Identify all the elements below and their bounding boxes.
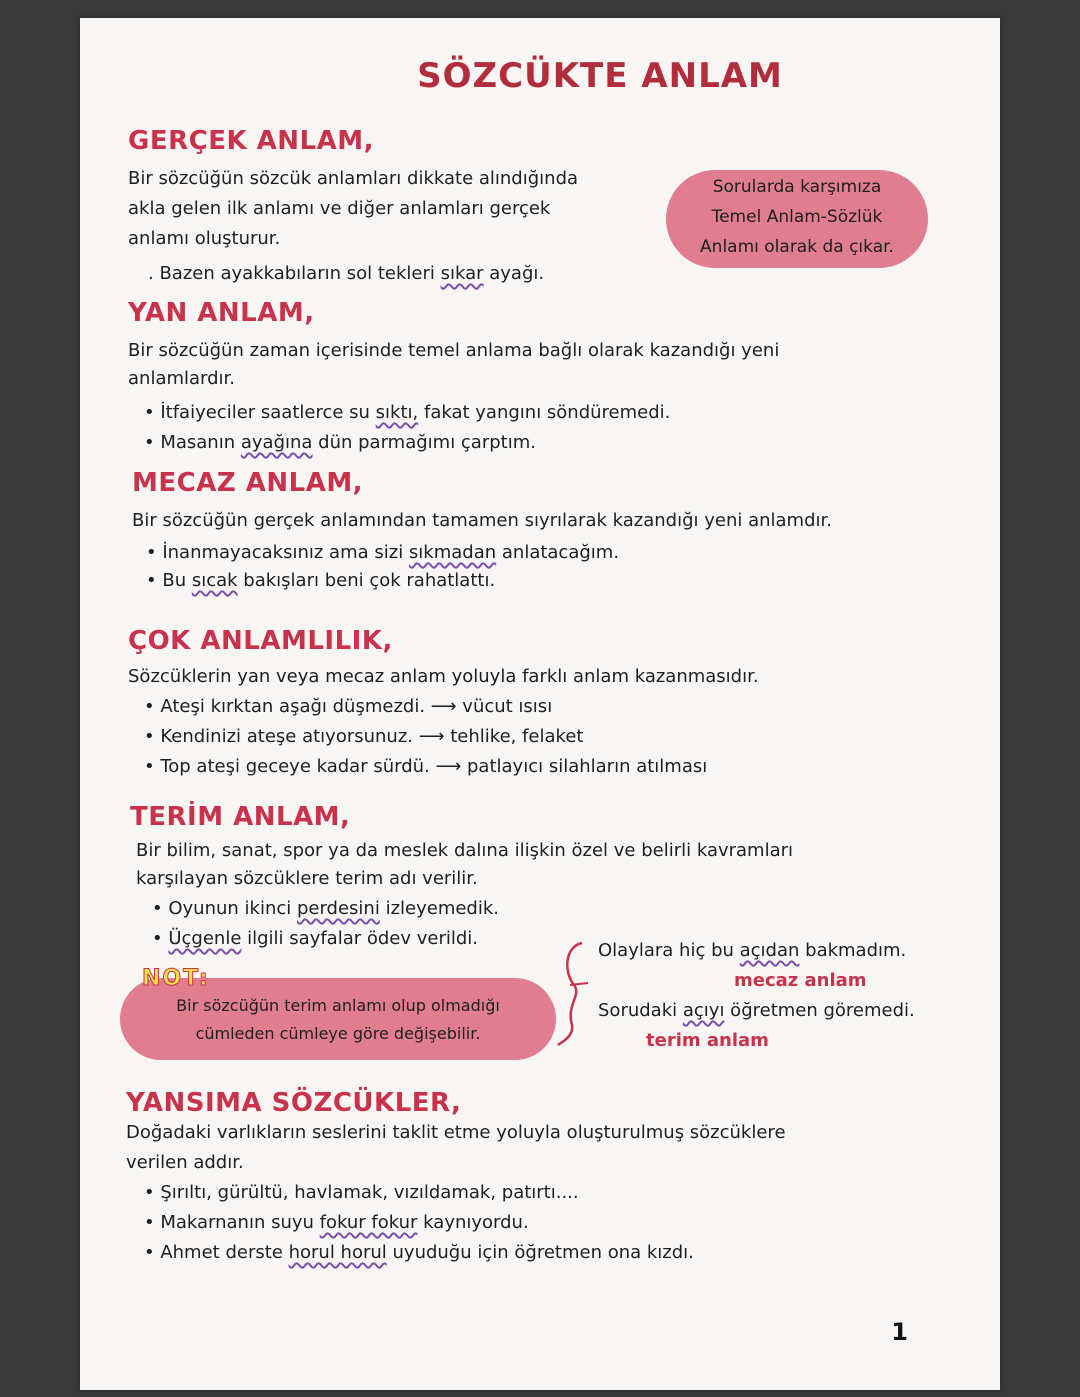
example-text: bakışları beni çok rahatlattı. [237, 570, 496, 591]
gercek-line-2: akla gelen ilk anlamı ve diğer anlamları gerçek [128, 198, 551, 219]
mecaz-example-2 [146, 570, 495, 591]
example-text: izleyemedik. [379, 898, 499, 919]
yansima-example-3 [144, 1242, 694, 1263]
example-underlined-word: sıktı, [375, 402, 419, 423]
heading-gercek-anlam: GERÇEK ANLAM, [128, 126, 374, 156]
side-note-line-1: Sorularda karşımıza [712, 177, 882, 197]
example-text: anlatacağım. [496, 542, 620, 563]
terim-example-2 [152, 928, 478, 949]
example-text: • [152, 928, 169, 949]
side-note-pill [666, 170, 928, 268]
note-label: NOT: [142, 966, 210, 991]
example-underlined-word: Üçgenle [168, 928, 242, 949]
terim-line-1: Bir bilim, sanat, spor ya da meslek dalına ilişkin özel ve belirli kavramları [136, 840, 794, 861]
note-tag-mecaz: mecaz anlam [734, 970, 867, 991]
example-text: • İtfaiyeciler saatlerce su [144, 402, 376, 423]
heading-mecaz-anlam: MECAZ ANLAM, [132, 468, 364, 498]
example-underlined-word: sıkmadan [408, 542, 497, 563]
yan-line-1: Bir sözcüğün zaman içerisinde temel anlama bağlı olarak kazandığı yeni [128, 340, 780, 361]
terim-line-2: karşılayan sözcüklere terim adı verilir. [136, 868, 478, 889]
heading-yansima-sozcukler: YANSIMA SÖZCÜKLER, [126, 1088, 462, 1118]
side-note-line-2: Temel Anlam-Sözlük [711, 207, 883, 227]
bracket-arrows-icon [556, 933, 596, 1053]
note-tag-terim: terim anlam [646, 1030, 769, 1051]
note-line-2: cümleden cümleye göre değişebilir. [195, 1024, 481, 1043]
terim-example-1 [152, 898, 499, 919]
example-underlined-word: ayağına [240, 432, 313, 453]
heading-yan-anlam: YAN ANLAM, [128, 298, 315, 328]
note-line-1: Bir sözcüğün terim anlamı olup olmadığı [176, 996, 500, 1015]
example-text: kaynıyordu. [417, 1212, 529, 1233]
notebook-page [80, 18, 1000, 1390]
example-text: fakat yangını söndüremedi. [418, 402, 671, 423]
yansima-example-2 [144, 1212, 529, 1233]
side-note-line-3: Anlamı olarak da çıkar. [700, 237, 894, 257]
example-text: Sorudaki [598, 1000, 683, 1021]
heading-cok-anlamlilik: ÇOK ANLAMLILIK, [128, 626, 393, 656]
example-text: uyuduğu için öğretmen ona kızdı. [386, 1242, 694, 1263]
page-title: SÖZCÜKTE ANLAM [417, 56, 783, 96]
example-text: • İnanmayacaksınız ama sizi [146, 542, 409, 563]
example-text: Olaylara hiç bu [598, 940, 740, 961]
gercek-example [148, 263, 544, 284]
example-text: • Bu [146, 570, 192, 591]
yan-line-2: anlamlardır. [128, 368, 236, 389]
cok-example-1: • Ateşi kırktan aşağı düşmezdi. ⟶ vücut ısısı [144, 696, 553, 717]
yan-example-1 [144, 402, 670, 423]
mecaz-example-1 [146, 542, 619, 563]
cok-line-1: Sözcüklerin yan veya mecaz anlam yoluyla farklı anlam kazanmasıdır. [128, 666, 759, 687]
note-example-1 [598, 940, 906, 961]
example-underlined-word: sıkar [440, 263, 484, 284]
example-text: ilgili sayfalar ödev verildi. [241, 928, 479, 949]
example-text: dün parmağımı çarptım. [312, 432, 536, 453]
example-text: • Ahmet derste [144, 1242, 289, 1263]
heading-terim-anlam: TERİM ANLAM, [130, 802, 351, 832]
gercek-line-3: anlamı oluşturur. [128, 228, 281, 249]
example-text: . Bazen ayakkabıların sol tekleri [148, 263, 441, 284]
example-underlined-word: fokur fokur [319, 1212, 418, 1233]
cok-example-3: • Top ateşi geceye kadar sürdü. ⟶ patlayıcı silahların atılması [144, 756, 708, 777]
note-example-2 [598, 1000, 915, 1021]
example-text: • Oyunun ikinci [152, 898, 297, 919]
example-underlined-word: perdesini [296, 898, 380, 919]
example-text: bakmadım. [799, 940, 907, 961]
example-text: • Masanın [144, 432, 241, 453]
page-number: 1 [891, 1318, 908, 1346]
example-underlined-word: açıyı [682, 1000, 725, 1021]
yansima-line-1: Doğadaki varlıkların seslerini taklit etme yoluyla oluşturulmuş sözcüklere [126, 1122, 786, 1143]
mecaz-line-1: Bir sözcüğün gerçek anlamından tamamen sıyrılarak kazandığı yeni anlamdır. [132, 510, 832, 531]
yansima-example-1: • Şırıltı, gürültü, havlamak, vızıldamak, patırtı.... [144, 1182, 579, 1203]
gercek-line-1: Bir sözcüğün sözcük anlamları dikkate alındığında [128, 168, 579, 189]
example-underlined-word: sıcak [191, 570, 238, 591]
example-underlined-word: horul horul [288, 1242, 387, 1263]
cok-example-2: • Kendinizi ateşe atıyorsunuz. ⟶ tehlike, felaket [144, 726, 584, 747]
yan-example-2 [144, 432, 536, 453]
example-underlined-word: açıdan [739, 940, 800, 961]
example-text: ayağı. [483, 263, 545, 284]
example-text: • Makarnanın suyu [144, 1212, 320, 1233]
yansima-line-2: verilen addır. [126, 1152, 244, 1173]
example-text: öğretmen göremedi. [724, 1000, 915, 1021]
